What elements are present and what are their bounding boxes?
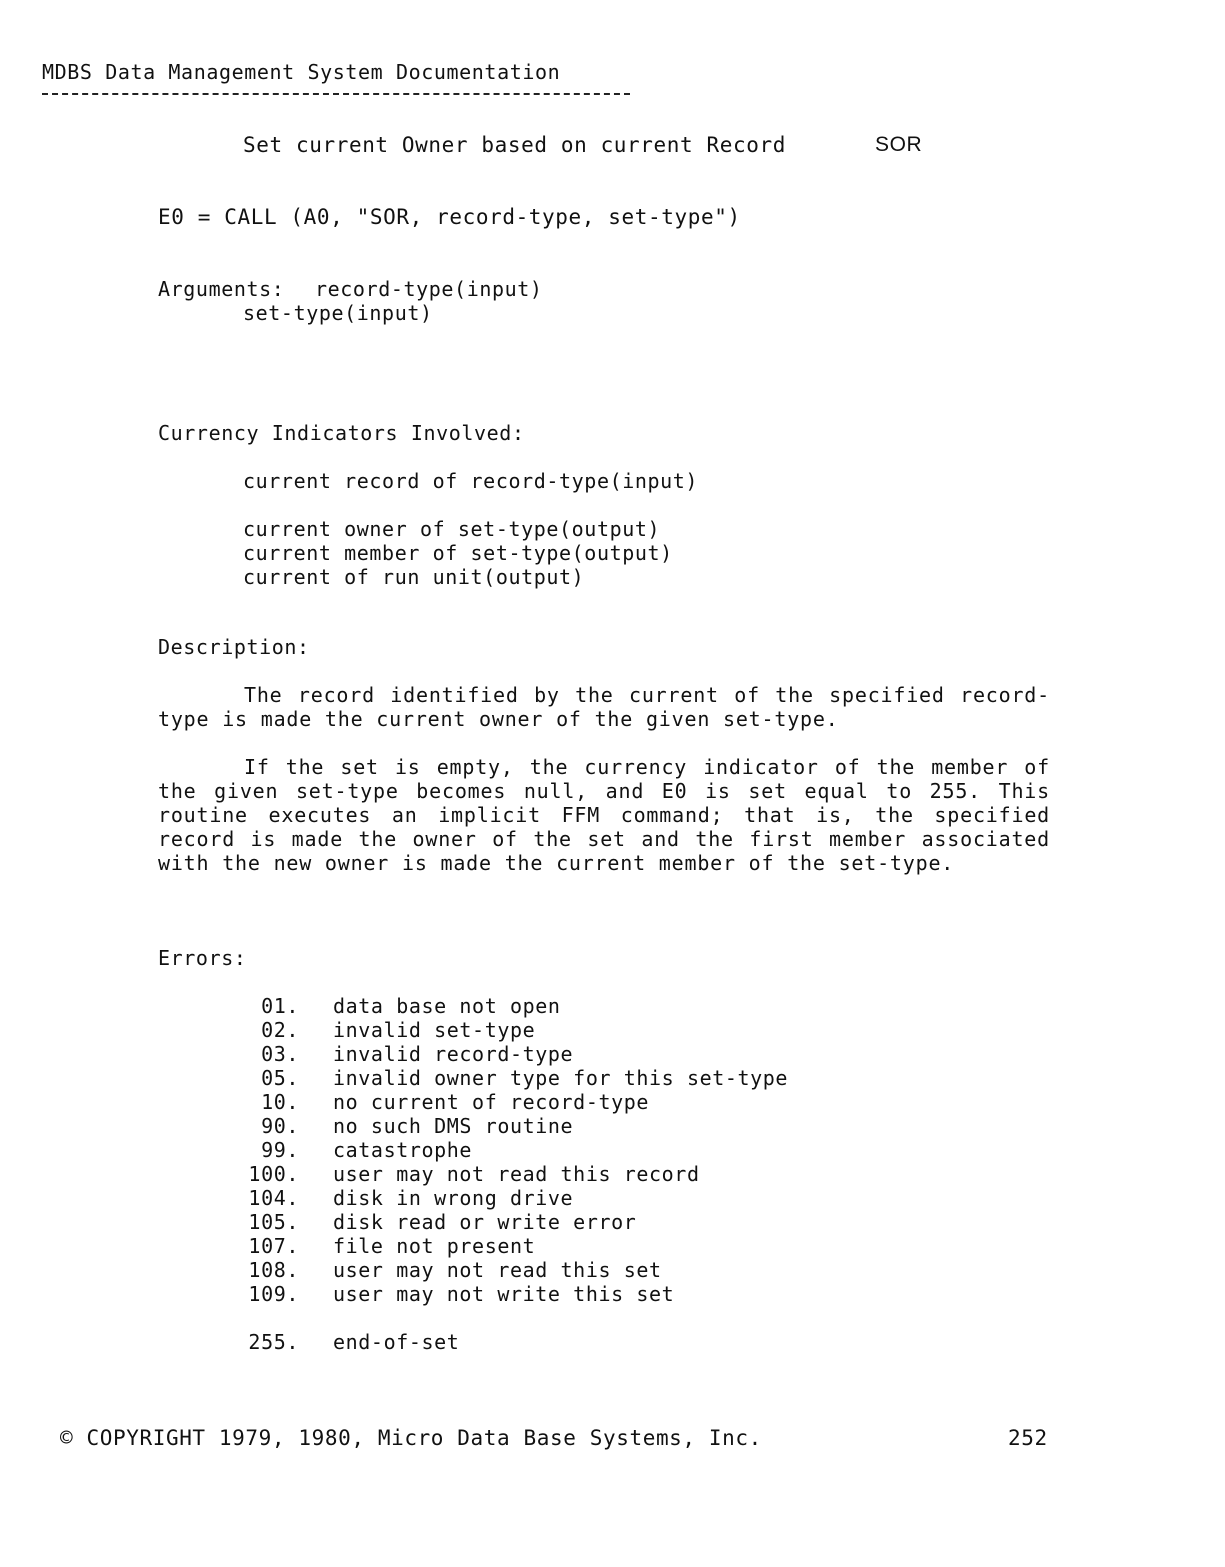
error-text: file not present	[333, 1234, 536, 1258]
currency-item: current member of set-type(output)	[243, 541, 673, 565]
error-text: invalid record-type	[333, 1042, 574, 1066]
currency-item: current owner of set-type(output)	[243, 517, 661, 541]
error-code: 104.	[248, 1186, 299, 1210]
error-code: 100.	[248, 1162, 299, 1186]
error-text: user may not read this record	[333, 1162, 700, 1186]
header-dashed-rule	[42, 93, 630, 95]
currency-label: Currency Indicators Involved:	[158, 421, 525, 445]
page-number: 252	[1008, 1426, 1048, 1450]
error-text: no such DMS routine	[333, 1114, 574, 1138]
error-code: 90.	[261, 1114, 299, 1138]
argument-item: set-type(input)	[243, 301, 433, 325]
error-code: 99.	[261, 1138, 299, 1162]
arguments-label: Arguments:	[158, 277, 285, 301]
error-code: 03.	[261, 1042, 299, 1066]
document-header-title: MDBS Data Management System Documentation	[42, 60, 561, 84]
call-syntax: E0 = CALL (A0, "SOR, record-type, set-type")	[158, 205, 741, 229]
description-label: Description:	[158, 635, 310, 659]
error-text: invalid set-type	[333, 1018, 536, 1042]
currency-item: current record of record-type(input)	[243, 469, 699, 493]
routine-code: SOR	[875, 133, 923, 156]
error-text: user may not read this set	[333, 1258, 662, 1282]
currency-item: current of run unit(output)	[243, 565, 585, 589]
routine-heading: Set current Owner based on current Record	[243, 133, 786, 157]
error-code: 107.	[248, 1234, 299, 1258]
error-text: end-of-set	[333, 1330, 460, 1354]
error-text: catastrophe	[333, 1138, 473, 1162]
argument-item: record-type(input)	[315, 277, 543, 301]
errors-label: Errors:	[158, 946, 247, 970]
error-text: user may not write this set	[333, 1282, 675, 1306]
error-code: 109.	[248, 1282, 299, 1306]
error-text: disk read or write error	[333, 1210, 637, 1234]
error-code: 108.	[248, 1258, 299, 1282]
error-text: invalid owner type for this set-type	[333, 1066, 789, 1090]
footer-copyright: © COPYRIGHT 1979, 1980, Micro Data Base Systems, Inc.	[60, 1426, 762, 1450]
error-text: data base not open	[333, 994, 561, 1018]
error-code: 105.	[248, 1210, 299, 1234]
description-paragraph: The record identified by the current of the specified record-type is made the current owner of the given set-type.	[158, 683, 1050, 731]
error-code: 255.	[248, 1330, 299, 1354]
error-code: 10.	[261, 1090, 299, 1114]
error-code: 02.	[261, 1018, 299, 1042]
error-text: disk in wrong drive	[333, 1186, 574, 1210]
error-code: 01.	[261, 994, 299, 1018]
description-paragraph: If the set is empty, the currency indicator of the member of the given set-type becomes null, and E0 is set equal to 255. This routine executes an implicit FFM command; that is, the specified record is made the owner of the set and the first member associated with the new owner is made the current member of the set-type.	[158, 755, 1050, 875]
error-code: 05.	[261, 1066, 299, 1090]
error-text: no current of record-type	[333, 1090, 650, 1114]
